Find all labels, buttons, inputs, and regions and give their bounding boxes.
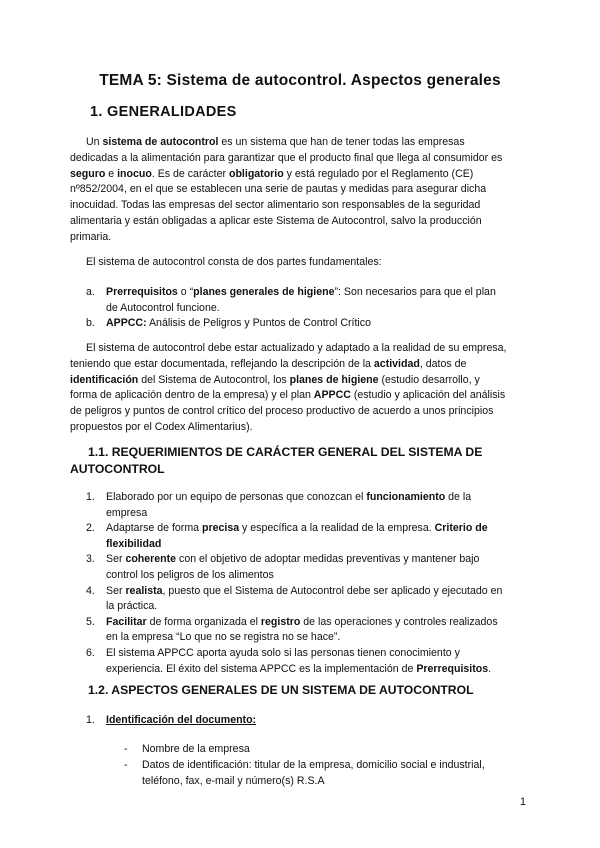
- list-item: 1. Elaborado por un equipo de personas que conozcan el funcionamiento de la empresa: [86, 491, 472, 519]
- page-number: 1: [520, 796, 526, 808]
- paragraph-line: propuestos por el Codex Alimentarius).: [70, 420, 253, 433]
- list-marker: 1.: [86, 714, 95, 726]
- paragraph-line: de peligros y puntos de control crítico del proceso productivo de acuerdo a unos principios: [70, 405, 494, 418]
- list-item: 2. Adaptarse de forma precisa y específica a la realidad de la empresa. Criterio de flexibilidad: [86, 522, 488, 550]
- list-item: - Datos de identificación: titular de la empresa, domicilio social e industrial, teléfono, fax, e-mail y número(s) R.S.A: [124, 758, 485, 787]
- paragraph-line: inocuidad. Todas las empresas del sector alimentario son responsables de la seguridad: [70, 199, 481, 212]
- requirements-list: [70, 490, 540, 677]
- paragraph-update: [70, 341, 532, 436]
- list-marker: -: [124, 743, 128, 755]
- paragraph-line: nº852/2004, en el que se establecen una serie de pautas y medidas para asegurar dicha: [70, 183, 487, 196]
- list-marker: 4.: [86, 584, 95, 597]
- list-marker: 3.: [86, 553, 95, 566]
- list-item: 1. Identificación del documento:: [70, 713, 540, 729]
- list-item: 4. Ser realista, puesto que el Sistema de Autocontrol debe ser aplicado y ejecutado en la práctica.: [86, 584, 503, 613]
- fundamental-parts-list: [70, 285, 540, 332]
- paragraph-intro: [70, 135, 532, 246]
- paragraph-line: dedicadas a la alimentación para garantizar que el producto final que llega al consumidor es: [70, 151, 503, 164]
- paragraph-line: seguro e inocuo. Es de carácter obligatorio y está regulado por el Reglamento (CE): [70, 167, 474, 180]
- list-marker: 6.: [86, 646, 95, 659]
- list-marker: b.: [86, 317, 95, 330]
- aspects-list: [70, 713, 540, 729]
- identification-sublist: [120, 742, 540, 789]
- list-item: 3. Ser coherente con el objetivo de adoptar medidas preventivas y mantener bajo control los peligros de los alimentos: [86, 553, 480, 581]
- subsection-heading-requirements: 1.1. REQUERIMIENTOS DE CARÁCTER GENERAL DEL SISTEMA DE AUTOCONTROL: [70, 445, 483, 476]
- document-title: TEMA 5: Sistema de autocontrol. Aspectos generales: [99, 72, 501, 89]
- paragraph-line: El sistema de autocontrol consta de dos partes fundamentales:: [86, 256, 382, 268]
- list-marker: 2.: [86, 522, 95, 535]
- list-item: 5. Facilitar de forma organizada el registro de las operaciones y controles realizados en la empresa “Lo que no se registra no se hace”.: [86, 615, 498, 644]
- list-marker: 5.: [86, 615, 95, 628]
- paragraph-line: identificación del Sistema de Autocontrol, los planes de higiene (estudio desarrollo, y: [70, 373, 480, 386]
- paragraph-line: teniendo que estar documentada, reflejando la descripción de la actividad, datos de: [70, 357, 467, 370]
- paragraph-parts: [70, 255, 532, 271]
- paragraph-line: primaria.: [70, 230, 112, 243]
- subsection-heading-aspects: 1.2. ASPECTOS GENERALES DE UN SISTEMA DE AUTOCONTROL: [88, 683, 474, 697]
- list-item: a. Prerrequisitos o “planes generales de higiene”: Son necesarios para que el plan de Autocontrol funcione.: [86, 286, 496, 314]
- list-item: b. APPCC: Análisis de Peligros y Puntos de Control Crítico: [70, 316, 540, 332]
- list-item: 6. El sistema APPCC aporta ayuda solo si las personas tienen conocimiento y experiencia. El éxito del sistema APPCC es la implementación de Prerrequisitos.: [86, 646, 492, 675]
- section-heading-generalidades: 1. GENERALIDADES: [90, 104, 237, 120]
- paragraph-line: alimentaria y están obligadas a aplicar este Sistema de Autocontrol, salvo la producción: [70, 214, 482, 227]
- paragraph-line: El sistema de autocontrol debe estar actualizado y adaptado a la realidad de su empresa,: [86, 342, 507, 354]
- list-marker: a.: [86, 286, 95, 298]
- paragraph-line: forma de aplicación dentro de la empresa) y el plan APPCC (estudio y aplicación del análisis: [70, 389, 506, 402]
- paragraph-line: Un sistema de autocontrol es un sistema que han de tener todas las empresas: [86, 136, 465, 148]
- list-item: - Nombre de la empresa: [120, 742, 540, 758]
- list-marker: -: [124, 758, 128, 771]
- list-marker: 1.: [86, 491, 95, 503]
